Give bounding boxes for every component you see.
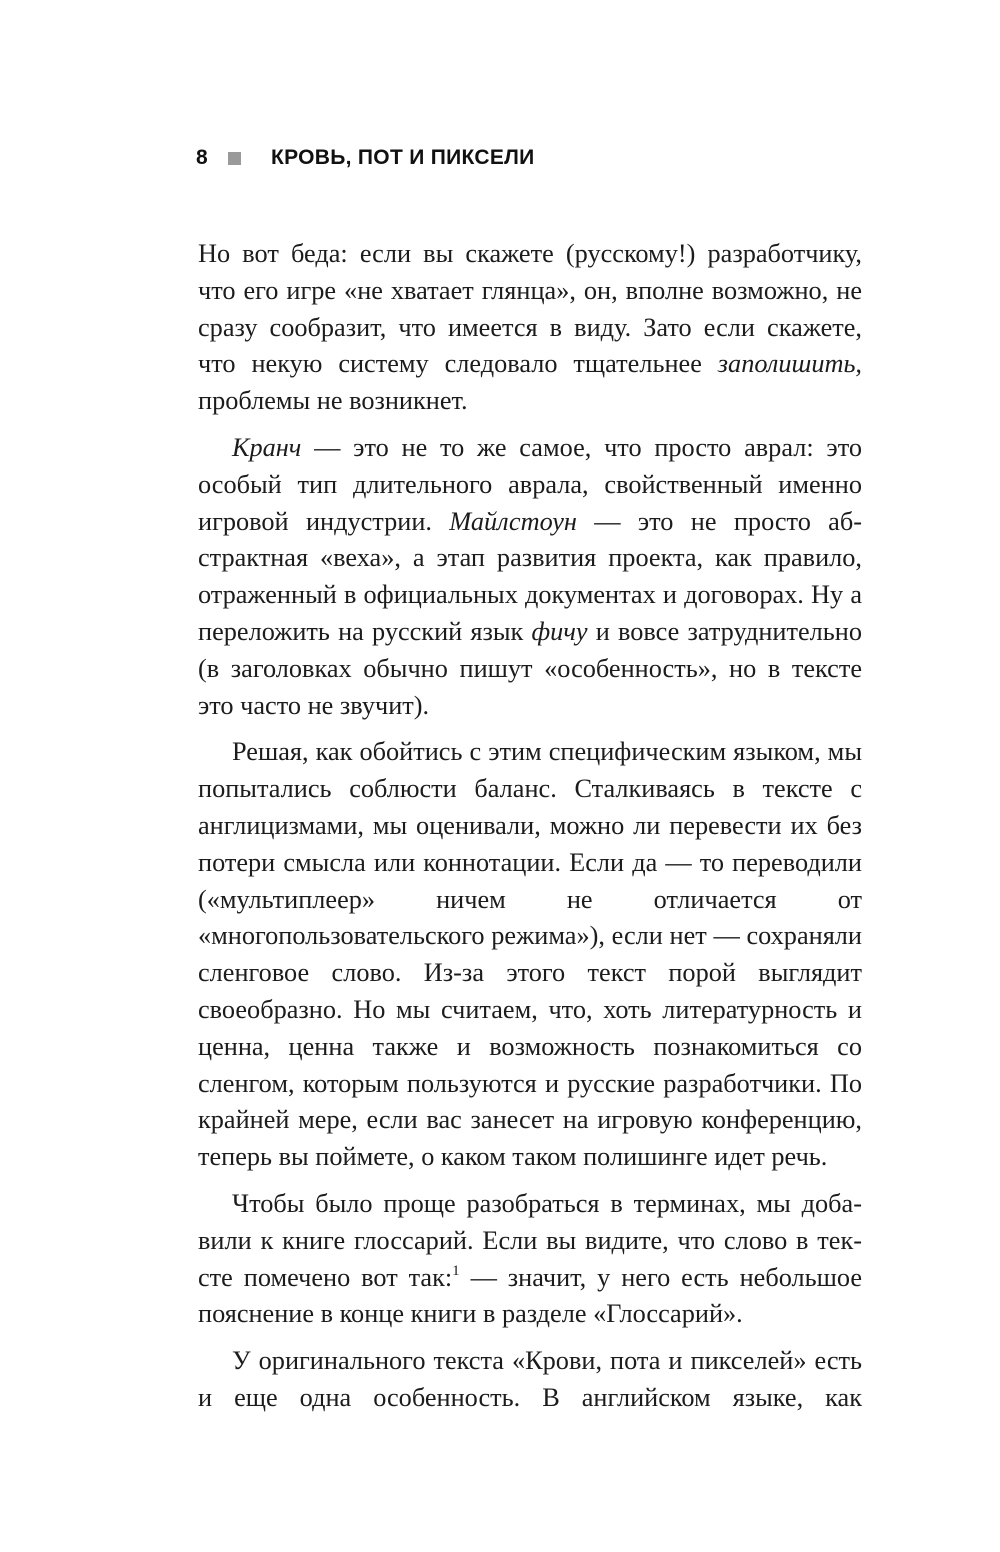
text-segment: У оригинального текста «Крови, пота и пикселей» есть и еще одна особенность. В английском языке, как <box>198 1346 862 1412</box>
italic-term: фичу <box>531 616 588 646</box>
body-text <box>198 236 862 1427</box>
text-segment: — это не просто абстрактная «веха», а этап развития проекта, как правило, отраженный в официальных документах и договорах. Ну а переложить на русский язык <box>198 506 862 646</box>
text-segment: Но вот беда: если вы скажете (русскому!) разработчику, что его игре «не хватает глянца», он, вполне возможно, не сразу сообразит, что имеется в виду. Зато если скажете, что некую систему следовало тщательнее <box>198 239 862 379</box>
running-header <box>196 140 535 176</box>
paragraph <box>198 236 862 420</box>
italic-term: Кранч <box>232 432 302 462</box>
running-title: КРОВЬ, ПОТ И ПИКСЕЛИ <box>271 146 535 169</box>
text-segment: проблемы не возникнет. <box>198 386 468 416</box>
footnote-marker: 1 <box>452 1262 460 1279</box>
italic-term: заполишить, <box>717 349 862 379</box>
text-segment: и вовсе затруднительно (в заголовках обычно пишут «особенность», но в тексте это часто не звучит). <box>198 616 862 720</box>
text-segment: — значит, у него есть небольшое пояснение в конце книги в разделе «Глоссарий». <box>198 1262 862 1329</box>
paragraph <box>198 734 862 1176</box>
italic-term: Майлстоун <box>449 506 577 536</box>
paragraph <box>198 430 862 724</box>
text-segment: — это не то же самое, что просто аврал: это особый тип длительного аврала, свойственный именно игровой индустрии. <box>198 432 862 536</box>
page-number: 8 <box>196 146 208 169</box>
text-segment: Чтобы было проще разобраться в терминах, мы добавили к книге глоссарий. Если вы видите, что слово в тексте помечено вот так: <box>198 1188 862 1292</box>
square-separator-icon <box>228 152 241 165</box>
paragraph <box>198 1343 862 1417</box>
text-segment: Решая, как обойтись с этим специфическим языком, мы попытались соблюсти баланс. Сталкиваясь в тексте с англицизмами, мы оценивали, можно ли перевести их без потери смысла или коннотации. Если да — то переводили («мультиплеер» ничем не отличается от «многопользовательского режима»), если нет — сохраняли сленговое слово. Из-за этого текст порой выглядит своеобразно. Но мы считаем, что, хоть литературность и ценна, ценна также и возможность познакомиться со сленгом, которым пользуются и русские разработчики. По крайней мере, если вас занесет на игровую конференцию, теперь вы поймете, о каком таком полишинге идет речь. <box>198 737 862 1172</box>
paragraph <box>198 1186 862 1333</box>
